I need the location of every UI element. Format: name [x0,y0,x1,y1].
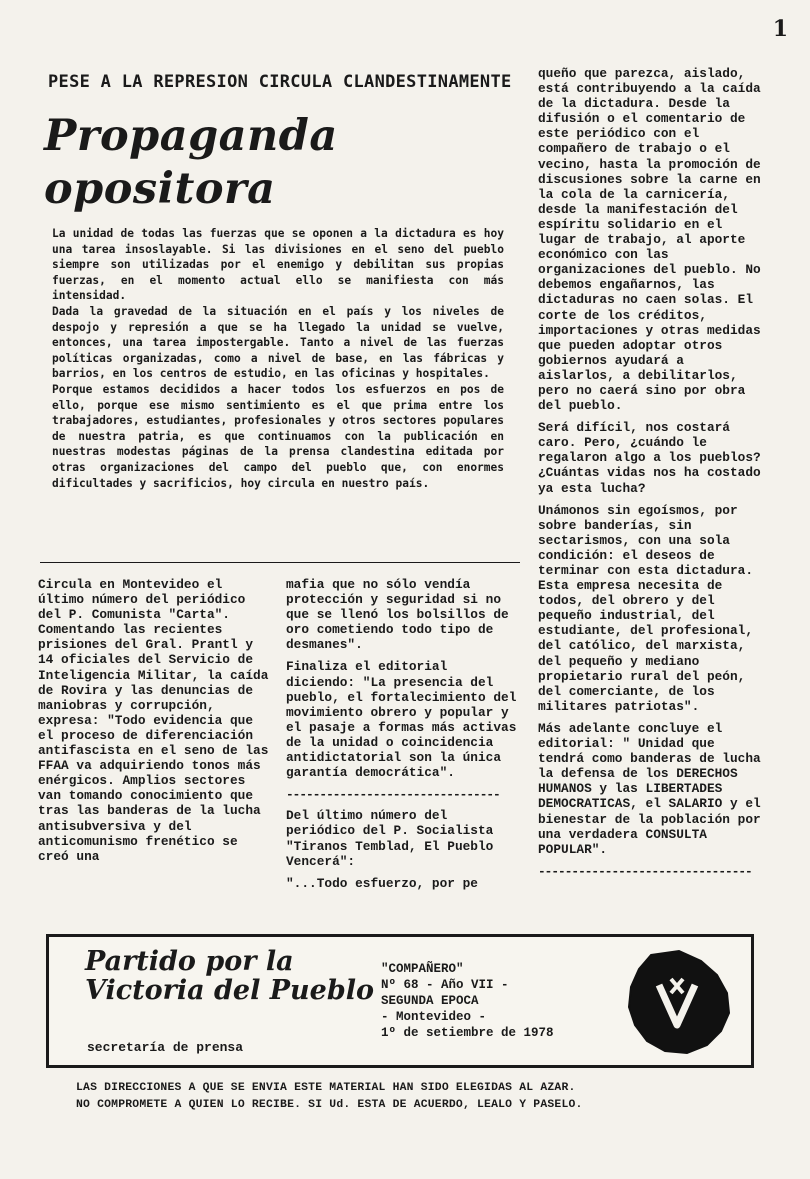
party-name: Partido por la Victoria del Pueblo [85,946,374,1006]
issue-line: SEGUNDA EPOCA [381,994,479,1008]
article-intro [52,226,504,491]
article-headline: Propaganda opositora [44,111,338,214]
column-right [538,66,766,879]
intro-divider [40,562,520,563]
dashed-divider: -------------------------------- [538,863,752,879]
intro-paragraph: La unidad de todas las fuerzas que se oponen a la dictadura es hoy una tarea insoslayable. Si las divisiones en el seno del pueblo siempre son utilizadas por el enemigo y debilitan sus propias fuerzas, en el momento actual ello se manifiesta con más intensidad. [52,227,504,303]
issue-line: 1º de setiembre de 1978 [381,1026,554,1040]
issue-line: - Montevideo - [381,1010,487,1024]
body-paragraph: Unámonos sin egoísmos, por sobre banderías, sin sectarismos, con una sola condición: el deseos de terminar con esta dictadura. Esta empresa necesita de todos, del obrero y del pequeño industrial, del estudiante, del profesional, del católico, del marxista, del pequeño y mediano propietario rural del peón, del comerciante, de los militares patriotas". [538,502,754,714]
body-paragraph: Finaliza el editorial diciendo: "La presencia del pueblo, el fortalecimiento del movimiento obrero y popular y el pasaje a formas más activas de la unidad o coincidencia antidictatorial son la única garantía democrática". [286,659,517,781]
footer-line: LAS DIRECCIONES A QUE SE ENVIA ESTE MATERIAL HAN SIDO ELEGIDAS AL AZAR. [76,1082,576,1094]
body-paragraph: queño que parezca, aislado, está contribuyendo a la caída de la dictadura. Desde la difusión o el comentario de este periódico con el compañero de trabajo o el vecino, hasta la promoción de discusiones sobre la carne en la cola de la carnicería, desde la manifestación del espíritu solidario en el lugar de trabajo, al aporte económico con las organizaciones del pueblo. No debemos engañarnos, las dictaduras no caen solas. El corte de los créditos, importaciones y otras medidas que pueden adoptar otros gobiernos ayudará a aislarlos, a debilitarlos, pero no caerá sino por obra del pueblo. [538,66,761,414]
issue-info [381,961,611,1041]
body-paragraph: Del último número del periódico del P. Socialista "Tiranos Temblad, El Pueblo Vencerá": [286,808,494,869]
body-paragraph: Más adelante concluye el editorial: " Unidad que tendrá como banderas de lucha la defensa de los DERECHOS HUMANOS y las LIBERTADES DEMOCRATICAS, el SALARIO y el bienestar de la población por una verdadera CONSULTA POPULAR". [538,720,761,857]
masthead-box [46,934,754,1068]
column-left [38,577,274,871]
footer-note [76,1080,756,1114]
page-number: 1 [772,16,788,42]
secretaria-label: secretaría de prensa [87,1040,244,1055]
intro-paragraph: Dada la gravedad de la situación en el país y los niveles de despojo y represión a que se ha llegado la unidad se vuelve, entonces, una tarea impostergable. Tanto a nivel de las fuerzas políticas organizadas, como a nivel de base, en las fábricas y barrios, en los centros de estudio, en las oficinas y hospitales. [52,304,504,381]
body-paragraph: Será difícil, nos costará caro. Pero, ¿cuándo le regalaron algo a los pueblos? ¿Cuántas vidas nos ha costado ya esta lucha? [538,420,761,496]
article-kicker: PESE A LA REPRESION CIRCULA CLANDESTINAMENTE [48,72,512,92]
footer-line: NO COMPROMETE A QUIEN LO RECIBE. SI Ud. ESTA DE ACUERDO, LEALO Y PASELO. [76,1099,583,1111]
body-paragraph: Circula en Montevideo el último número del periódico del P. Comunista "Carta". Comentando las recientes prisiones del Gral. Prantl y 14 oficiales del Servicio de Inteligencia Militar, la caída de Rovira y las denuncias de maniobras y corrupción, expresa: "Todo evidencia que el proceso de diferenciación antifascista en el seno de las FFAA va adquiriendo tonos más enérgicos. Amplios sectores van tomando conocimiento que tras las banderas de la lucha antisubversiva y del anticomunismo frenético se creó una [38,577,269,864]
issue-line: "COMPAÑERO" [381,962,464,976]
column-middle [286,577,520,898]
body-paragraph: "...Todo esfuerzo, por pe [286,875,478,891]
dashed-divider: -------------------------------- [286,787,500,803]
body-paragraph: mafia que no sólo vendía protección y seguridad si no que se llenó los bolsillos de oro cometiendo todo tipo de desmanes". [286,577,509,653]
uruguay-map-logo-icon [621,947,733,1057]
intro-paragraph: Porque estamos decididos a hacer todos los esfuerzos en pos de ello, porque ese mismo sentimiento es el que prima entre los trabajadores, estudiantes, profesionales y otros sectores populares de nuestra patria, es que continuamos con la publicación en nuestras modestas páginas de la prensa clandestina editada por otras organizaciones del campo del pueblo que, con enormes dificultades y sacrificios, hoy circula en nuestro país. [52,382,504,490]
issue-line: Nº 68 - Año VII - [381,978,509,992]
